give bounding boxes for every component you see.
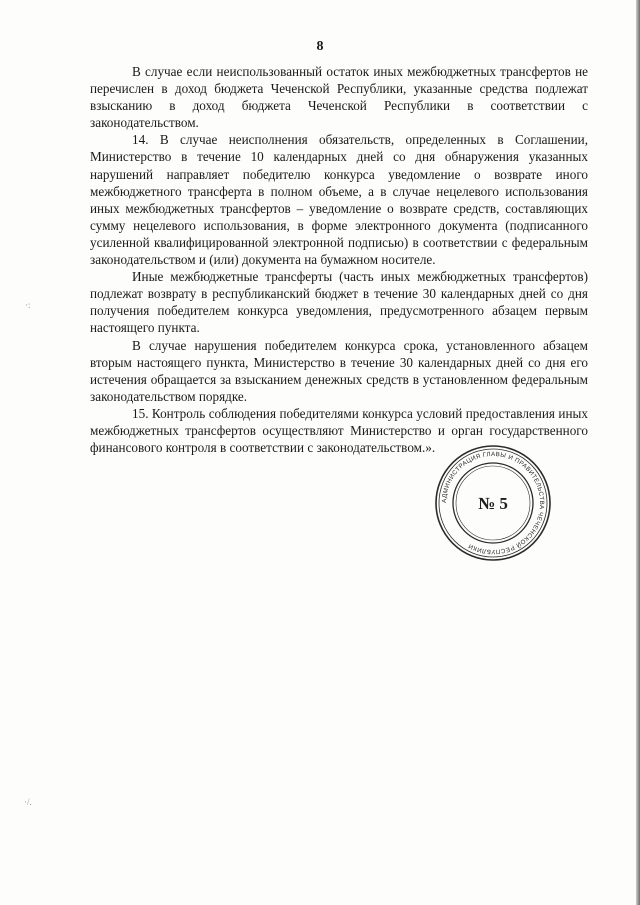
page-number: 8 bbox=[316, 39, 324, 54]
document-body bbox=[90, 63, 588, 456]
scan-edge-shadow bbox=[636, 0, 640, 905]
paragraph-unused-balance: В случае если неиспользованный остаток иных межбюджетных трансфертов не перечислен в доход бюджета Чеченской Республики, указанные средства подлежат взысканию в доход бюджета Чеченской Республики в соответствии с законодательством. bbox=[90, 64, 588, 131]
paragraph-clause-15: 15. Контроль соблюдения победителями конкурса условий предоставления иных межбюджетных трансфертов осуществляют Министерство и орган государственного финансового контроля в соответствии с законодательством.». bbox=[90, 405, 588, 456]
paragraph-return-transfers: Иные межбюджетные трансферты (часть иных межбюджетных трансфертов) подлежат возврату в республиканский бюджет в течение 30 календарных дней со дня получения победителем конкурса уведомления, предусмотренного абзацем первым настоящего пункта. bbox=[90, 269, 588, 336]
paragraph-deadline-violation: В случае нарушения победителем конкурса срока, установленного абзацем вторым настоящего пункта, Министерство в течение 30 календарных дней со дня его истечения обращается за взысканием денежных средств в установленном федеральным законодательством порядке. bbox=[90, 337, 588, 404]
seal-ring-text: АДМИНИСТРАЦИЯ ГЛАВЫ И ПРАВИТЕЛЬСТВА ЧЕЧЕНСКОЙ РЕСПУБЛИКИ bbox=[440, 450, 546, 556]
official-seal-stamp bbox=[433, 443, 553, 563]
scan-speck: ·/. bbox=[24, 797, 32, 807]
paragraph-clause-14: 14. В случае неисполнения обязательств, определенных в Соглашении, Министерство в течение 10 календарных дней со дня обнаружения указанных нарушений направляет победителю конкурса уведомление о возврате иного межбюджетного трансферта в полном объеме, а в случае нецелевого использования иных межбюджетных трансфертов – уведомление о возврате средств, составляющих сумму нецелевого использования, в форме электронного документа (подписанного усиленной квалифицированной электронной подписью) в соответствии с федеральным законодательством и (или) документа на бумажном носителе. bbox=[90, 132, 588, 268]
scan-speck: ·: bbox=[25, 300, 31, 310]
seal-number: № 5 bbox=[478, 494, 508, 513]
